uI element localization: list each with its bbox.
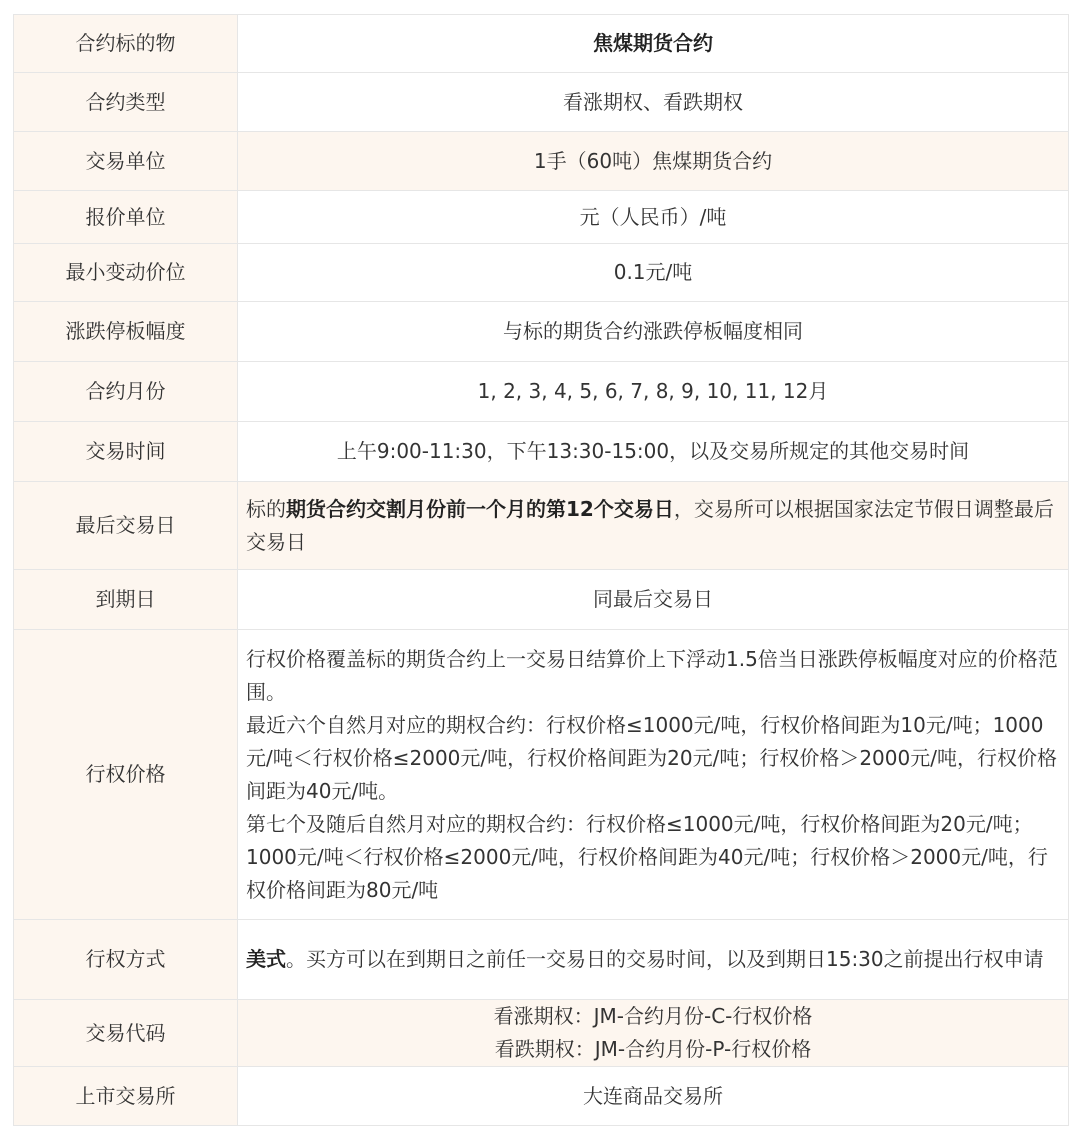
row-label: 最小变动价位 xyxy=(14,244,238,302)
trading-code-line: 看涨期权：JM-合约月份-C-行权价格 xyxy=(493,1004,813,1028)
table-row xyxy=(14,920,1069,1000)
table-row xyxy=(14,15,1069,73)
strike-price-paragraph: 行权价格覆盖标的期货合约上一交易日结算价上下浮动1.5倍当日涨跌停板幅度对应的价格范围。 xyxy=(246,646,1058,704)
last-trading-day-suffix: ，交易所可以根据国家法定节假日调整最后交易日 xyxy=(246,496,1054,554)
row-label: 合约月份 xyxy=(14,362,238,422)
table-row xyxy=(14,570,1069,630)
row-value: 上午9:00-11:30，下午13:30-15:00，以及交易所规定的其他交易时间 xyxy=(238,422,1069,482)
row-value xyxy=(238,1000,1069,1067)
table-row xyxy=(14,132,1069,191)
last-trading-day-prefix: 标的 xyxy=(246,496,286,521)
table-row xyxy=(14,630,1069,920)
row-value: 看涨期权、看跌期权 xyxy=(238,73,1069,132)
row-value: 大连商品交易所 xyxy=(238,1067,1069,1126)
row-label: 交易单位 xyxy=(14,132,238,191)
row-value xyxy=(238,920,1069,1000)
table-row xyxy=(14,1000,1069,1067)
table-row xyxy=(14,73,1069,132)
row-label: 到期日 xyxy=(14,570,238,630)
row-label: 报价单位 xyxy=(14,191,238,244)
row-label: 合约标的物 xyxy=(14,15,238,73)
row-value xyxy=(238,482,1069,570)
row-label: 上市交易所 xyxy=(14,1067,238,1126)
table-row xyxy=(14,422,1069,482)
table-row xyxy=(14,482,1069,570)
row-label: 最后交易日 xyxy=(14,482,238,570)
row-label: 交易时间 xyxy=(14,422,238,482)
row-label: 交易代码 xyxy=(14,1000,238,1067)
strike-price-paragraph: 第七个及随后自然月对应的期权合约：行权价格≤1000元/吨，行权价格间距为20元/吨；1000元/吨＜行权价格≤2000元/吨，行权价格间距为40元/吨；行权价格＞2000元/吨，行权价格间距为80元/吨 xyxy=(246,811,1048,902)
table-row xyxy=(14,244,1069,302)
exercise-style-text: 。买方可以在到期日之前任一交易日的交易时间，以及到期日15:30之前提出行权申请 xyxy=(286,947,1044,971)
row-value xyxy=(238,630,1069,920)
contract-spec-table xyxy=(13,14,1069,1126)
row-value: 同最后交易日 xyxy=(238,570,1069,630)
row-label: 涨跌停板幅度 xyxy=(14,302,238,362)
row-label: 合约类型 xyxy=(14,73,238,132)
table-row xyxy=(14,1067,1069,1126)
row-value: 元（人民币）/吨 xyxy=(238,191,1069,244)
row-label: 行权价格 xyxy=(14,630,238,920)
underlying-value: 焦煤期货合约 xyxy=(593,31,713,55)
strike-price-paragraph: 最近六个自然月对应的期权合约：行权价格≤1000元/吨，行权价格间距为10元/吨；1000元/吨＜行权价格≤2000元/吨，行权价格间距为20元/吨；行权价格＞2000元/吨，行权价格间距为40元/吨。 xyxy=(246,712,1057,803)
row-label: 行权方式 xyxy=(14,920,238,1000)
row-value: 1手（60吨）焦煤期货合约 xyxy=(238,132,1069,191)
table-row xyxy=(14,362,1069,422)
exercise-style-bold: 美式 xyxy=(246,947,286,971)
row-value: 1, 2, 3, 4, 5, 6, 7, 8, 9, 10, 11, 12月 xyxy=(238,362,1069,422)
row-value: 与标的期货合约涨跌停板幅度相同 xyxy=(238,302,1069,362)
table-row xyxy=(14,302,1069,362)
table-row xyxy=(14,191,1069,244)
last-trading-day-bold: 期货合约交割月份前一个月的第12个交易日 xyxy=(286,496,674,521)
row-value: 0.1元/吨 xyxy=(238,244,1069,302)
trading-code-line: 看跌期权：JM-合约月份-P-行权价格 xyxy=(494,1037,812,1061)
row-value xyxy=(238,15,1069,73)
